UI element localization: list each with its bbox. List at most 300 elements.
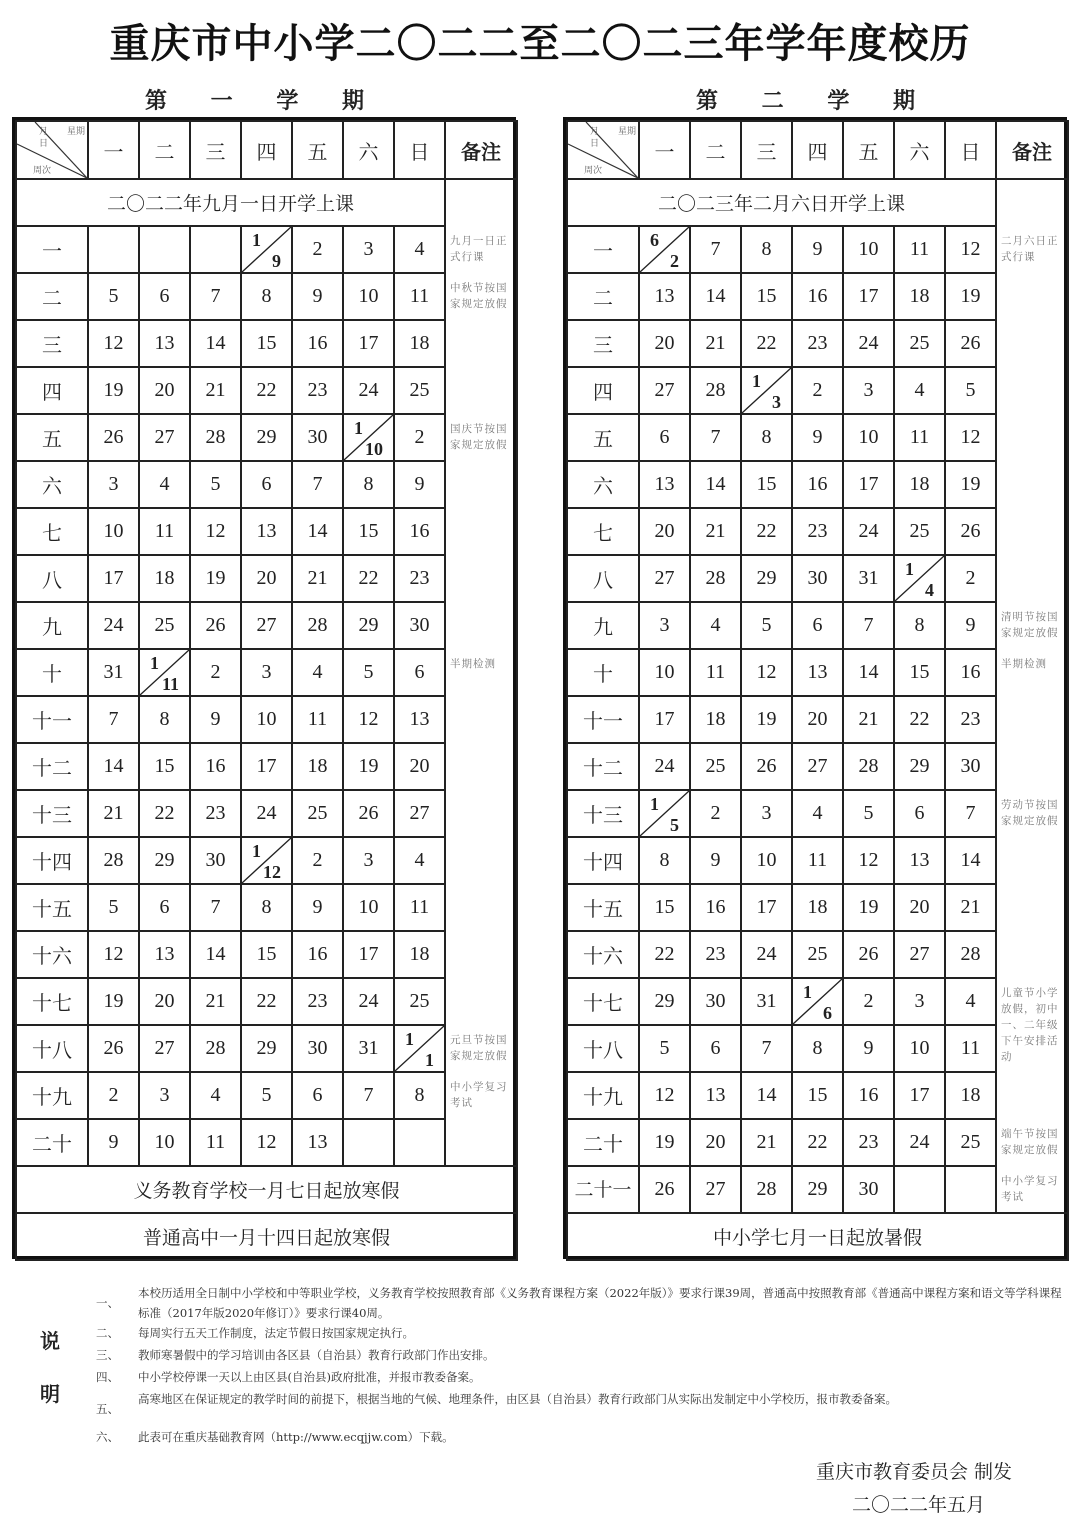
day-cell: 6 xyxy=(241,461,292,508)
week-row xyxy=(16,649,517,696)
week-row xyxy=(16,1025,517,1072)
day-cell: 27 xyxy=(639,555,690,602)
week-label: 十三 xyxy=(16,790,88,837)
day-cell: 7 xyxy=(945,790,996,837)
day-cell: 3 xyxy=(343,226,394,273)
day-cell: 6 xyxy=(139,884,190,931)
day-cell: 23 xyxy=(945,696,996,743)
day-cell: 4 xyxy=(945,978,996,1025)
day-cell: 25 xyxy=(894,320,945,367)
day-cell: 10 xyxy=(343,273,394,320)
day-cell: 24 xyxy=(88,602,139,649)
header-row xyxy=(567,121,1068,179)
day-cell: 8 xyxy=(894,602,945,649)
corner-weekday-label: 星期 xyxy=(617,127,636,137)
day-cell: 28 xyxy=(190,414,241,461)
day-cell: 10 xyxy=(241,696,292,743)
weekday-header: 二 xyxy=(139,121,190,179)
day-cell: 9 xyxy=(690,837,741,884)
day-cell: 28 xyxy=(843,743,894,790)
day-cell: 19 xyxy=(945,273,996,320)
day-cell: 24 xyxy=(343,978,394,1025)
day-cell: 21 xyxy=(690,508,741,555)
month-number: 9 xyxy=(272,251,281,271)
week-row xyxy=(567,649,1068,696)
day-cell: 22 xyxy=(241,367,292,414)
note-text: 中小学复习考试 xyxy=(450,1081,508,1109)
day-cell: 7 xyxy=(190,884,241,931)
week-row xyxy=(16,602,517,649)
day-cell: 31 xyxy=(343,1025,394,1072)
day-cell: 28 xyxy=(292,602,343,649)
day-cell: 21 xyxy=(741,1119,792,1166)
day-cell: 4 xyxy=(690,602,741,649)
explanation-item xyxy=(96,1367,1066,1387)
week-label: 十四 xyxy=(16,837,88,884)
day-cell: 23 xyxy=(792,508,843,555)
week-label: 四 xyxy=(16,367,88,414)
day-cell: 2 xyxy=(292,226,343,273)
day-cell: 15 xyxy=(792,1072,843,1119)
day-cell: 13 xyxy=(241,508,292,555)
day-cell: 3 xyxy=(894,978,945,1025)
day-cell: 2 xyxy=(945,555,996,602)
week-row xyxy=(16,884,517,931)
day-cell: 10 xyxy=(639,649,690,696)
day-cell: 26 xyxy=(843,931,894,978)
day-cell: 21 xyxy=(690,320,741,367)
day-cell: 28 xyxy=(190,1025,241,1072)
day-cell: 7 xyxy=(88,696,139,743)
day-cell: 9 xyxy=(292,884,343,931)
weekday-header: 一 xyxy=(639,121,690,179)
weekday-header: 六 xyxy=(894,121,945,179)
day-cell: 16 xyxy=(792,461,843,508)
week-label: 十七 xyxy=(567,978,639,1025)
day-cell: 24 xyxy=(843,508,894,555)
weekday-header: 三 xyxy=(741,121,792,179)
month-start-day-cell xyxy=(343,414,394,461)
day-number: 1 xyxy=(803,982,812,1002)
day-cell: 29 xyxy=(792,1166,843,1213)
day-cell: 15 xyxy=(241,320,292,367)
week-label: 十四 xyxy=(567,837,639,884)
day-cell xyxy=(894,1166,945,1213)
day-cell: 9 xyxy=(945,602,996,649)
day-cell: 31 xyxy=(88,649,139,696)
day-cell: 12 xyxy=(241,1119,292,1166)
day-cell: 11 xyxy=(394,273,445,320)
day-cell: 24 xyxy=(843,320,894,367)
day-cell: 3 xyxy=(88,461,139,508)
day-cell: 15 xyxy=(741,273,792,320)
day-cell: 20 xyxy=(792,696,843,743)
week-row xyxy=(16,555,517,602)
day-cell: 9 xyxy=(190,696,241,743)
day-cell: 7 xyxy=(690,226,741,273)
day-cell: 11 xyxy=(945,1025,996,1072)
day-cell: 2 xyxy=(394,414,445,461)
day-cell: 10 xyxy=(139,1119,190,1166)
week-row xyxy=(567,931,1068,978)
day-cell: 19 xyxy=(843,884,894,931)
day-cell: 18 xyxy=(792,884,843,931)
note-text: 元旦节按国家规定放假 xyxy=(450,1034,508,1062)
day-cell: 23 xyxy=(843,1119,894,1166)
month-start-day-cell xyxy=(241,837,292,884)
day-cell: 2 xyxy=(292,837,343,884)
week-row xyxy=(567,884,1068,931)
day-number: 1 xyxy=(405,1029,414,1049)
month-start-day-cell xyxy=(792,978,843,1025)
day-number: 1 xyxy=(905,559,914,579)
day-cell: 9 xyxy=(792,414,843,461)
term-end-banner: 普通高中一月十四日起放寒假 xyxy=(16,1213,517,1260)
explanation-item xyxy=(96,1345,1066,1365)
day-cell: 17 xyxy=(741,884,792,931)
week-label: 十九 xyxy=(16,1072,88,1119)
weekday-header: 五 xyxy=(843,121,894,179)
week-row xyxy=(567,837,1068,884)
day-cell: 26 xyxy=(639,1166,690,1213)
day-cell: 17 xyxy=(843,461,894,508)
item-text: 每周实行五天工作制度，法定节假日按国家规定执行。 xyxy=(138,1326,414,1340)
day-cell: 27 xyxy=(139,414,190,461)
week-row xyxy=(567,320,1068,367)
week-label: 七 xyxy=(16,508,88,555)
day-cell: 22 xyxy=(894,696,945,743)
week-row xyxy=(16,226,517,273)
day-cell: 6 xyxy=(394,649,445,696)
day-cell: 2 xyxy=(792,367,843,414)
term-start-banner: 二〇二三年二月六日开学上课 xyxy=(567,179,996,226)
day-cell: 8 xyxy=(792,1025,843,1072)
note-text: 中秋节按国家规定放假 xyxy=(450,282,508,310)
explanation-item xyxy=(96,1427,1066,1447)
day-cell: 23 xyxy=(792,320,843,367)
month-number: 3 xyxy=(772,392,781,412)
week-row xyxy=(567,508,1068,555)
month-number: 1 xyxy=(425,1050,434,1070)
day-cell: 4 xyxy=(292,649,343,696)
week-label: 十一 xyxy=(567,696,639,743)
day-cell xyxy=(190,226,241,273)
day-cell: 15 xyxy=(639,884,690,931)
day-cell: 26 xyxy=(945,320,996,367)
week-row xyxy=(567,743,1068,790)
week-label: 十八 xyxy=(16,1025,88,1072)
day-cell: 18 xyxy=(690,696,741,743)
day-cell: 18 xyxy=(394,931,445,978)
day-cell: 11 xyxy=(190,1119,241,1166)
week-row xyxy=(567,1119,1068,1166)
day-cell: 22 xyxy=(639,931,690,978)
day-cell: 24 xyxy=(741,931,792,978)
week-row xyxy=(16,978,517,1025)
day-number: 1 xyxy=(150,653,159,673)
week-label: 六 xyxy=(16,461,88,508)
week-label: 十五 xyxy=(567,884,639,931)
day-cell: 14 xyxy=(945,837,996,884)
week-label: 二十一 xyxy=(567,1166,639,1213)
month-start-day-cell xyxy=(139,649,190,696)
weekday-header: 日 xyxy=(394,121,445,179)
day-cell: 23 xyxy=(292,978,343,1025)
week-row xyxy=(567,367,1068,414)
note-text: 九月一日正式行课 xyxy=(450,235,508,263)
day-cell: 9 xyxy=(292,273,343,320)
day-cell: 28 xyxy=(88,837,139,884)
week-label: 十二 xyxy=(16,743,88,790)
month-number: 12 xyxy=(263,862,281,882)
day-cell: 25 xyxy=(945,1119,996,1166)
explanation-item xyxy=(96,1323,1066,1343)
day-cell: 5 xyxy=(88,273,139,320)
week-label: 十五 xyxy=(16,884,88,931)
day-cell: 2 xyxy=(690,790,741,837)
term1-title: 第 一 学 期 xyxy=(145,89,382,114)
day-cell: 5 xyxy=(843,790,894,837)
day-cell: 13 xyxy=(292,1119,343,1166)
day-cell xyxy=(139,226,190,273)
month-start-day-cell xyxy=(639,226,690,273)
day-cell: 3 xyxy=(343,837,394,884)
day-cell: 14 xyxy=(190,931,241,978)
day-cell: 22 xyxy=(139,790,190,837)
day-cell: 19 xyxy=(88,367,139,414)
day-cell: 28 xyxy=(741,1166,792,1213)
day-cell: 18 xyxy=(394,320,445,367)
day-cell: 21 xyxy=(945,884,996,931)
day-cell: 12 xyxy=(945,414,996,461)
week-label: 二 xyxy=(567,273,639,320)
explanation-label-1: 说 xyxy=(40,1329,60,1353)
day-cell: 14 xyxy=(741,1072,792,1119)
day-cell: 3 xyxy=(241,649,292,696)
day-cell: 11 xyxy=(792,837,843,884)
week-row xyxy=(16,790,517,837)
notes-column xyxy=(445,179,517,1166)
day-cell: 25 xyxy=(292,790,343,837)
week-row xyxy=(16,1119,517,1166)
day-cell: 16 xyxy=(394,508,445,555)
day-cell: 14 xyxy=(292,508,343,555)
corner-weekday-label: 星期 xyxy=(66,127,85,137)
week-label: 四 xyxy=(567,367,639,414)
day-cell: 20 xyxy=(394,743,445,790)
corner-day-label: 日 xyxy=(39,139,49,149)
day-cell: 17 xyxy=(639,696,690,743)
day-cell: 14 xyxy=(690,461,741,508)
day-cell: 6 xyxy=(792,602,843,649)
day-cell: 13 xyxy=(792,649,843,696)
week-label: 一 xyxy=(567,226,639,273)
note-text: 半期检测 xyxy=(450,658,496,670)
weekday-header: 四 xyxy=(792,121,843,179)
day-cell: 23 xyxy=(394,555,445,602)
week-label: 一 xyxy=(16,226,88,273)
day-cell: 4 xyxy=(190,1072,241,1119)
day-cell: 7 xyxy=(741,1025,792,1072)
issue-date: 二〇二二年五月 xyxy=(852,1494,986,1516)
day-cell: 17 xyxy=(241,743,292,790)
week-row xyxy=(16,414,517,461)
weekday-header: 四 xyxy=(241,121,292,179)
day-cell: 14 xyxy=(88,743,139,790)
day-cell: 17 xyxy=(343,320,394,367)
day-cell: 8 xyxy=(139,696,190,743)
week-label: 三 xyxy=(567,320,639,367)
month-start-day-cell xyxy=(741,367,792,414)
week-label: 二十 xyxy=(567,1119,639,1166)
day-cell: 29 xyxy=(894,743,945,790)
week-label: 六 xyxy=(567,461,639,508)
notes-header: 备注 xyxy=(996,121,1068,179)
day-cell: 15 xyxy=(343,508,394,555)
day-cell: 8 xyxy=(241,273,292,320)
day-cell: 31 xyxy=(843,555,894,602)
day-cell: 17 xyxy=(88,555,139,602)
note-text: 二月六日正式行课 xyxy=(1001,235,1059,263)
day-cell: 21 xyxy=(843,696,894,743)
day-cell: 6 xyxy=(292,1072,343,1119)
day-cell: 14 xyxy=(690,273,741,320)
day-cell: 18 xyxy=(894,273,945,320)
day-cell: 16 xyxy=(792,273,843,320)
day-cell: 29 xyxy=(241,414,292,461)
day-cell: 20 xyxy=(139,367,190,414)
day-cell: 5 xyxy=(190,461,241,508)
week-label: 九 xyxy=(16,602,88,649)
item-text: 此表可在重庆基础教育网（http://www.ecqjjw.com）下载。 xyxy=(138,1430,454,1444)
day-cell: 3 xyxy=(139,1072,190,1119)
day-cell: 9 xyxy=(843,1025,894,1072)
day-cell: 12 xyxy=(343,696,394,743)
day-cell: 13 xyxy=(894,837,945,884)
week-label: 五 xyxy=(567,414,639,461)
day-cell: 27 xyxy=(792,743,843,790)
day-cell: 9 xyxy=(792,226,843,273)
week-row xyxy=(567,555,1068,602)
day-cell: 20 xyxy=(241,555,292,602)
day-cell: 7 xyxy=(843,602,894,649)
day-cell: 24 xyxy=(894,1119,945,1166)
day-cell: 27 xyxy=(139,1025,190,1072)
issuer: 重庆市教育委员会 制发 xyxy=(816,1461,1013,1483)
note-text: 劳动节按国家规定放假 xyxy=(1001,799,1059,827)
day-cell: 26 xyxy=(88,1025,139,1072)
day-cell: 30 xyxy=(292,414,343,461)
day-cell: 4 xyxy=(894,367,945,414)
day-cell: 9 xyxy=(88,1119,139,1166)
day-cell: 4 xyxy=(394,837,445,884)
day-number: 1 xyxy=(354,418,363,438)
day-cell: 26 xyxy=(88,414,139,461)
week-label: 五 xyxy=(16,414,88,461)
day-cell: 30 xyxy=(690,978,741,1025)
day-cell: 4 xyxy=(792,790,843,837)
corner-day-label: 日 xyxy=(590,139,600,149)
day-cell: 30 xyxy=(190,837,241,884)
day-cell: 27 xyxy=(639,367,690,414)
week-label: 八 xyxy=(567,555,639,602)
day-cell: 21 xyxy=(190,367,241,414)
day-cell: 29 xyxy=(639,978,690,1025)
weekday-header: 六 xyxy=(343,121,394,179)
day-cell: 16 xyxy=(843,1072,894,1119)
term2-calendar xyxy=(563,117,1067,1259)
day-cell: 2 xyxy=(88,1072,139,1119)
month-start-day-cell xyxy=(394,1025,445,1072)
day-cell: 5 xyxy=(945,367,996,414)
day-cell: 21 xyxy=(88,790,139,837)
day-cell: 19 xyxy=(639,1119,690,1166)
day-cell: 7 xyxy=(190,273,241,320)
week-label: 十七 xyxy=(16,978,88,1025)
day-cell: 20 xyxy=(639,320,690,367)
day-cell: 10 xyxy=(741,837,792,884)
day-cell: 30 xyxy=(945,743,996,790)
note-text: 中小学复习考试 xyxy=(1001,1175,1059,1203)
week-label: 十六 xyxy=(567,931,639,978)
day-cell: 25 xyxy=(894,508,945,555)
day-cell: 18 xyxy=(945,1072,996,1119)
term-start-banner: 二〇二二年九月一日开学上课 xyxy=(16,179,445,226)
day-cell: 20 xyxy=(690,1119,741,1166)
day-cell: 20 xyxy=(139,978,190,1025)
day-cell: 29 xyxy=(741,555,792,602)
day-cell: 8 xyxy=(639,837,690,884)
month-number: 11 xyxy=(161,674,179,694)
week-label: 二十 xyxy=(16,1119,88,1166)
term1-calendar xyxy=(12,117,516,1259)
day-cell: 13 xyxy=(139,931,190,978)
day-cell: 30 xyxy=(292,1025,343,1072)
day-cell: 25 xyxy=(690,743,741,790)
day-cell: 18 xyxy=(894,461,945,508)
week-row xyxy=(567,1166,1068,1213)
day-cell: 16 xyxy=(292,320,343,367)
day-cell: 5 xyxy=(741,602,792,649)
explanation-item xyxy=(96,1389,1066,1416)
day-cell: 25 xyxy=(394,978,445,1025)
day-cell: 11 xyxy=(894,414,945,461)
header-row xyxy=(16,121,517,179)
day-number: 1 xyxy=(252,230,261,250)
day-cell: 24 xyxy=(639,743,690,790)
day-cell: 8 xyxy=(343,461,394,508)
item-text: 中小学校停课一天以上由区县(自治县)政府批准，并报市教委备案。 xyxy=(138,1370,481,1384)
day-cell: 12 xyxy=(639,1072,690,1119)
corner-cell xyxy=(567,121,639,179)
day-cell: 12 xyxy=(945,226,996,273)
note-text: 半期检测 xyxy=(1001,658,1047,670)
corner-month-label: 月 xyxy=(590,127,600,137)
item-number: 三、 xyxy=(96,1348,119,1362)
day-cell: 21 xyxy=(292,555,343,602)
day-cell: 22 xyxy=(741,508,792,555)
week-label: 十九 xyxy=(567,1072,639,1119)
day-cell: 10 xyxy=(843,414,894,461)
day-cell: 15 xyxy=(139,743,190,790)
week-row xyxy=(16,367,517,414)
week-row xyxy=(16,931,517,978)
day-cell: 8 xyxy=(241,884,292,931)
month-start-day-cell xyxy=(241,226,292,273)
day-cell: 10 xyxy=(343,884,394,931)
item-number: 一、 xyxy=(96,1296,119,1310)
month-start-day-cell xyxy=(639,790,690,837)
